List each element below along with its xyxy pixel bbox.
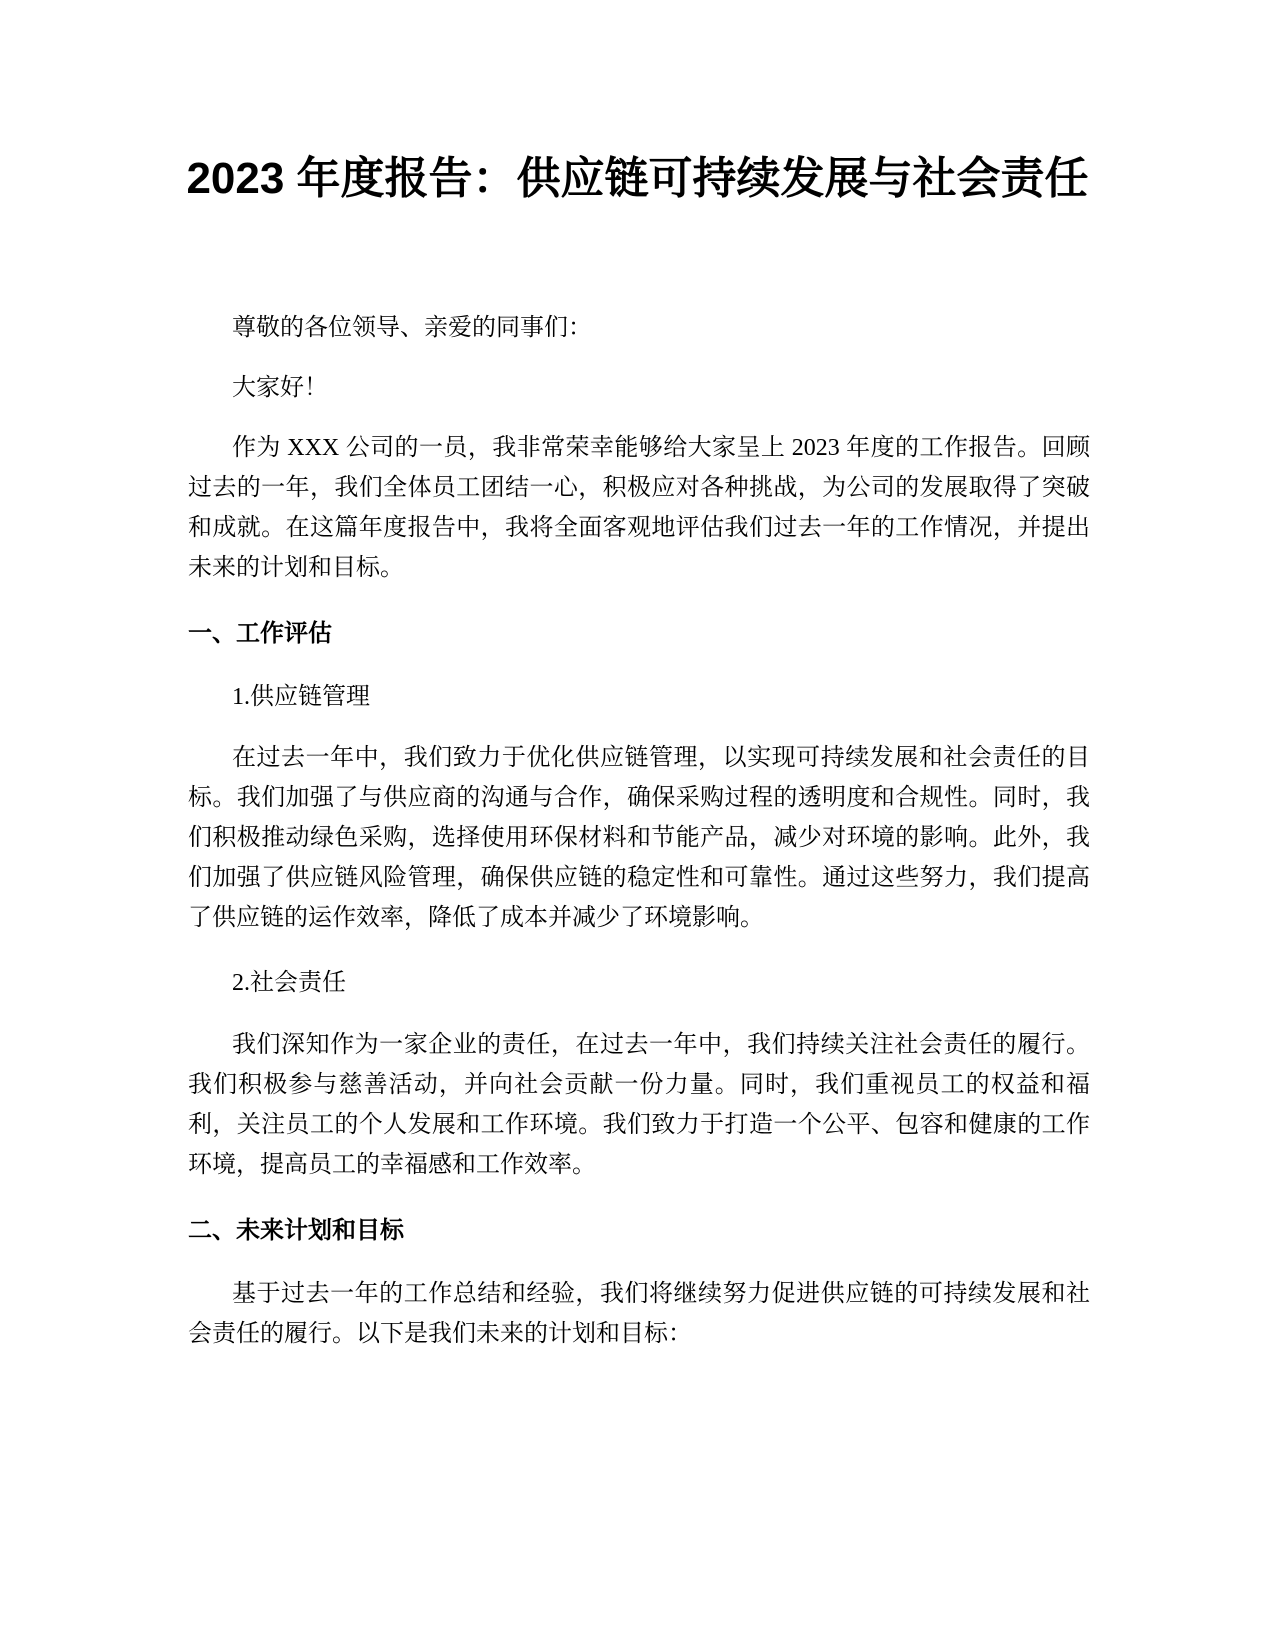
future-plans-paragraph: 基于过去一年的工作总结和经验，我们将继续努力促进供应链的可持续发展和社会责任的履行。以下是我们未来的计划和目标：: [188, 1281, 1090, 1347]
social-responsibility-paragraph: 我们深知作为一家企业的责任，在过去一年中，我们持续关注社会责任的履行。我们积极参与慈善活动，并向社会贡献一份力量。同时，我们重视员工的权益和福利，关注员工的个人发展和工作环境。我们致力于打造一个公平、包容和健康的工作环境，提高员工的幸福感和工作效率。: [188, 1032, 1090, 1178]
supply-chain-paragraph: 在过去一年中，我们致力于优化供应链管理，以实现可持续发展和社会责任的目标。我们加强了与供应商的沟通与合作，确保采购过程的透明度和合规性。同时，我们积极推动绿色采购，选择使用环保材料和节能产品，减少对环境的影响。此外，我们加强了供应链风险管理，确保供应链的稳定性和可靠性。通过这些努力，我们提高了供应链的运作效率，降低了成本并减少了环境影响。: [188, 745, 1090, 931]
subsection-title-supply-chain: 1.供应链管理: [232, 684, 370, 710]
section-heading-future-plans: 二、未来计划和目标: [188, 1217, 404, 1244]
subsection-title-social-responsibility: 2.社会责任: [232, 970, 346, 996]
section-heading-work-evaluation: 一、工作评估: [188, 620, 332, 647]
document-title: 2023 年度报告：供应链可持续发展与社会责任: [186, 154, 1089, 203]
intro-paragraph: 作为 XXX 公司的一员，我非常荣幸能够给大家呈上 2023 年度的工作报告。回顾过去的一年，我们全体员工团结一心，积极应对各种挑战，为公司的发展取得了突破和成就。在这篇年度报告中，我将全面客观地评估我们过去一年的工作情况，并提出未来的计划和目标。: [188, 435, 1090, 581]
hello-paragraph: 大家好！: [232, 375, 328, 401]
greeting-paragraph: 尊敬的各位领导、亲爱的同事们：: [232, 315, 592, 341]
